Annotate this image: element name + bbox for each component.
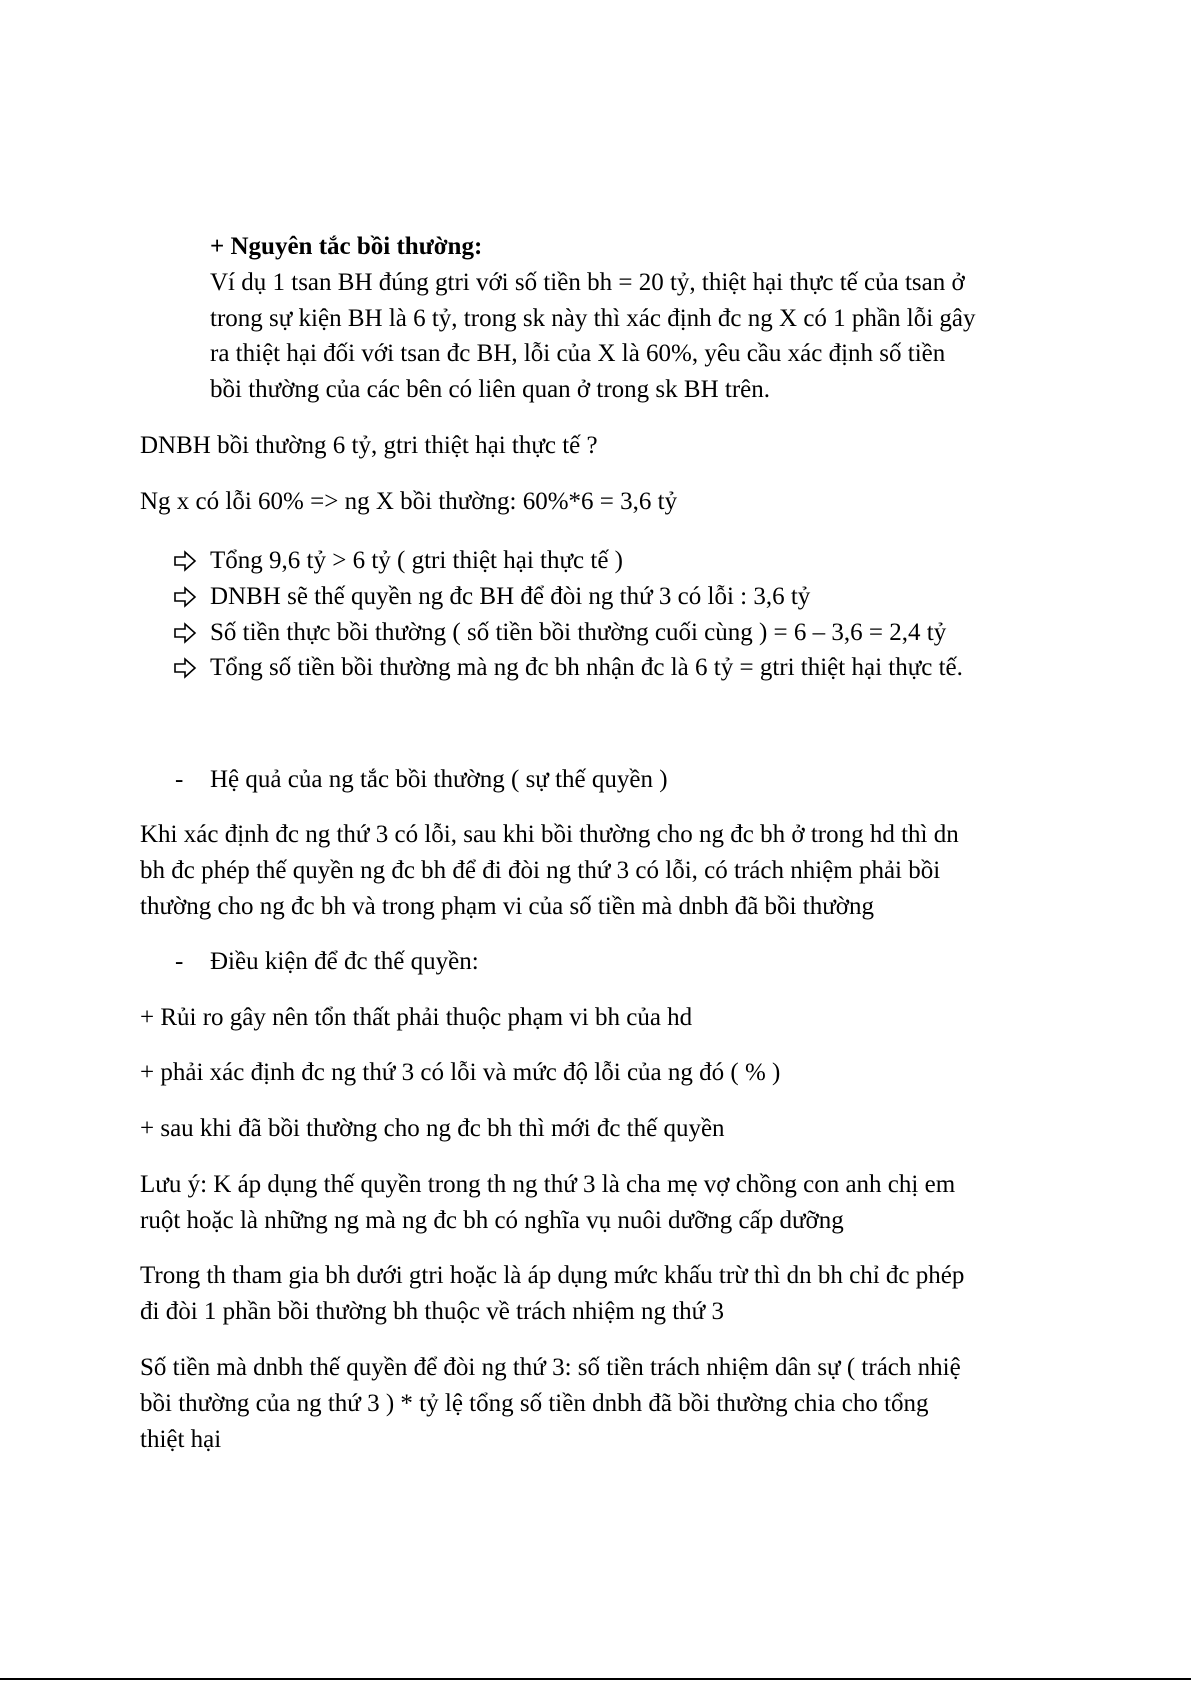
condition-line: + phải xác định đc ng thứ 3 có lỗi và mức độ lỗi của ng đó ( % ) — [140, 1059, 781, 1086]
hollow-arrow-icon — [173, 585, 197, 609]
consequence-line: bh đc phép thế quyền ng đc bh để đi đòi ng thứ 3 có lỗi, có trách nhiệm phải bồi — [140, 857, 941, 884]
consequence-line: thường cho ng đc bh và trong phạm vi của số tiền mà dnbh đã bồi thường — [140, 893, 874, 920]
amount-line: thiệt hại — [140, 1426, 222, 1453]
paragraph-ng-x: Ng x có lỗi 60% => ng X bồi thường: 60%*6 = 3,6 tỷ — [140, 488, 678, 515]
underinsured-line: đi đòi 1 phần bồi thường bh thuộc về trách nhiệm ng thứ 3 — [140, 1298, 724, 1325]
example-line: bồi thường của các bên có liên quan ở trong sk BH trên. — [210, 376, 770, 403]
dash-item-consequence: Hệ quả của ng tắc bồi thường ( sự thế quyền ) — [210, 766, 668, 793]
hollow-arrow-icon — [173, 621, 197, 645]
arrow-list-item: DNBH sẽ thế quyền ng đc BH để đòi ng thứ 3 có lỗi : 3,6 tỷ — [210, 583, 811, 610]
page-bottom-rule — [0, 1678, 1191, 1680]
section-heading: + Nguyên tắc bồi thường: — [210, 233, 483, 260]
hollow-arrow-icon — [173, 656, 197, 680]
arrow-list-item: Tổng 9,6 tỷ > 6 tỷ ( gtri thiệt hại thực tế ) — [210, 547, 623, 574]
example-line: trong sự kiện BH là 6 tỷ, trong sk này thì xác định đc ng X có 1 phần lỗi gây — [210, 305, 976, 332]
hollow-arrow-icon — [173, 549, 197, 573]
amount-line: bồi thường của ng thứ 3 ) * tỷ lệ tổng số tiền dnbh đã bồi thường chia cho tổng — [140, 1390, 929, 1417]
condition-line: + sau khi đã bồi thường cho ng đc bh thì mới đc thế quyền — [140, 1115, 725, 1142]
example-line: Ví dụ 1 tsan BH đúng gtri với số tiền bh = 20 tỷ, thiệt hại thực tế của tsan ở — [210, 269, 965, 296]
condition-line: + Rủi ro gây nên tổn thất phải thuộc phạm vi bh của hd — [140, 1004, 693, 1031]
dash-bullet: - — [175, 948, 184, 975]
arrow-list-item: Số tiền thực bồi thường ( số tiền bồi thường cuối cùng ) = 6 – 3,6 = 2,4 tỷ — [210, 619, 947, 646]
dash-bullet: - — [175, 766, 184, 793]
note-line: ruột hoặc là những ng mà ng đc bh có nghĩa vụ nuôi dưỡng cấp dưỡng — [140, 1207, 844, 1234]
note-line: Lưu ý: K áp dụng thế quyền trong th ng thứ 3 là cha mẹ vợ chồng con anh chị em — [140, 1171, 956, 1198]
arrow-list-item: Tổng số tiền bồi thường mà ng đc bh nhận đc là 6 tỷ = gtri thiệt hại thực tế. — [210, 654, 963, 681]
paragraph-dnbh: DNBH bồi thường 6 tỷ, gtri thiệt hại thực tế ? — [140, 432, 598, 459]
amount-line: Số tiền mà dnbh thế quyền để đòi ng thứ 3: số tiền trách nhiệm dân sự ( trách nhiệ — [140, 1354, 961, 1381]
dash-item-conditions: Điều kiện để đc thế quyền: — [210, 948, 479, 975]
example-line: ra thiệt hại đối với tsan đc BH, lỗi của X là 60%, yêu cầu xác định số tiền — [210, 340, 946, 367]
consequence-line: Khi xác định đc ng thứ 3 có lỗi, sau khi bồi thường cho ng đc bh ở trong hd thì dn — [140, 821, 959, 848]
underinsured-line: Trong th tham gia bh dưới gtri hoặc là áp dụng mức khấu trừ thì dn bh chỉ đc phép — [140, 1262, 965, 1289]
